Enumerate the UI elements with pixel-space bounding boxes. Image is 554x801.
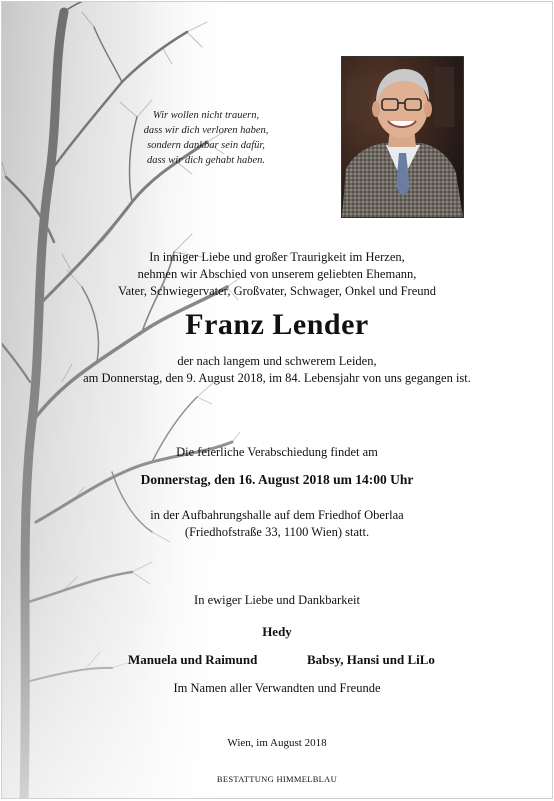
widow-name: Hedy: [262, 624, 292, 639]
mourners-intro: In ewiger Liebe und Dankbarkeit: [194, 593, 360, 607]
deceased-name: Franz Lender: [185, 308, 369, 341]
family-names-left: Manuela und Raimund: [128, 652, 258, 667]
portrait-photo: [341, 56, 464, 218]
ceremony-date: Donnerstag, den 16. August 2018 um 14:00 Uhr: [140, 472, 414, 487]
intro-line: Vater, Schwiegervater, Großvater, Schwager, Onkel und Freund: [117, 284, 437, 298]
ceremony-venue: [2, 507, 552, 541]
death-notice: [1, 1, 553, 799]
place-date: Wien, im August 2018: [227, 737, 327, 749]
passing-line: am Donnerstag, den 9. August 2018, im 84. Lebensjahr von uns gegangen ist.: [83, 371, 471, 385]
passing-line: der nach langem und schwerem Leiden,: [177, 354, 377, 368]
funeral-home: BESTATTUNG HIMMELBLAU: [216, 774, 338, 784]
intro-line: In inniger Liebe und großer Traurigkeit im Herzen,: [149, 250, 405, 264]
intro-text: [2, 249, 552, 300]
quote-line: dass wir dich verloren haben,: [143, 125, 269, 136]
venue-line: in der Aufbahrungshalle auf dem Friedhof Oberlaa: [150, 508, 404, 522]
family-names-right: Babsy, Hansi und LiLo: [307, 652, 435, 667]
venue-line: (Friedhofstraße 33, 1100 Wien) statt.: [184, 525, 370, 539]
quote-line: sondern dankbar sein dafür,: [147, 140, 265, 151]
relatives-line: Im Namen aller Verwandten und Freunde: [173, 681, 381, 695]
quote-line: Wir wollen nicht trauern,: [152, 110, 260, 121]
memorial-quote: [120, 108, 292, 168]
quote-line: dass wir dich gehabt haben.: [146, 155, 266, 166]
ceremony-intro: Die feierliche Verabschiedung findet am: [176, 445, 378, 459]
passing-text: [2, 353, 552, 387]
intro-line: nehmen wir Abschied von unserem geliebten Ehemann,: [137, 267, 417, 281]
